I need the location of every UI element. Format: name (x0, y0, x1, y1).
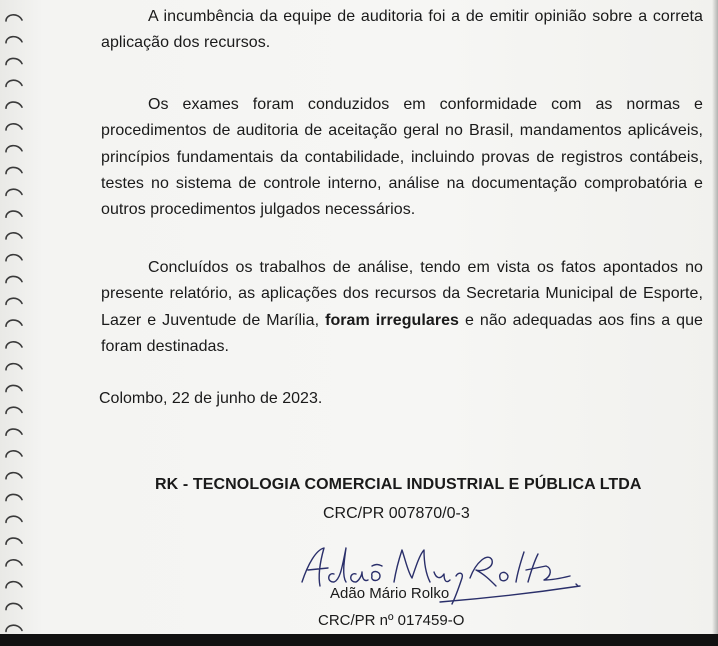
conclusion-highlight: foram irregulares (325, 311, 459, 329)
spiral-ring (6, 625, 22, 631)
paragraph-conclusion: Concluídos os trabalhos de análise, tendo em vista os fatos apontados no presente relatório, as aplicações dos recursos da Secretaria Municipal de Esporte, Lazer e Juventude de Marília, foram irregulares e não adequadas aos fins a que foram destinadas. (101, 259, 703, 355)
spiral-ring (6, 189, 22, 195)
spiral-ring (6, 407, 22, 413)
spiral-ring (6, 320, 22, 326)
spiral-ring (6, 276, 22, 282)
company-name: RK - TECNOLOGIA COMERCIAL INDUSTRIAL E PÚBLICA LTDA (155, 476, 642, 493)
signer-crc: CRC/PR nº 017459-O (318, 612, 465, 629)
paragraph-exam-procedures: Os exames foram conduzidos em conformidade com as normas e procedimentos de auditoria de aceitação geral no Brasil, mandamentos aplicáveis, princípios fundamentais da contabilidade, incluindo provas de registros contábeis, testes no sistema de controle interno, análise na documentação comprobatória e outros procedimentos julgados necessários. (101, 96, 703, 219)
spiral-ring (6, 298, 22, 304)
spiral-ring (6, 15, 22, 21)
company-crc: CRC/PR 007870/0-3 (323, 505, 470, 522)
spiral-ring (6, 255, 22, 261)
spiral-ring (6, 364, 22, 370)
spiral-ring (6, 473, 22, 479)
spiral-ring (6, 385, 22, 391)
spiral-ring (6, 211, 22, 217)
spiral-ring (6, 233, 22, 239)
bottom-dark-border (0, 634, 718, 646)
spiral-binding (0, 0, 30, 634)
spiral-ring (6, 167, 22, 173)
spiral-ring (6, 102, 22, 108)
spiral-ring (6, 538, 22, 544)
spiral-ring (6, 451, 22, 457)
spiral-ring (6, 146, 22, 152)
spiral-ring (6, 124, 22, 130)
spiral-ring (6, 582, 22, 588)
spiral-ring (6, 516, 22, 522)
paragraph-audit-scope: A incumbência da equipe de auditoria foi a de emitir opinião sobre a correta aplicação dos recursos. (101, 8, 703, 52)
spiral-ring (6, 80, 22, 86)
spiral-ring (6, 494, 22, 500)
spiral-ring (6, 429, 22, 435)
document-date: Colombo, 22 de junho de 2023. (99, 390, 323, 407)
signer-name: Adão Mário Rolko (330, 585, 450, 602)
page-shadow (712, 0, 718, 634)
spiral-ring (6, 58, 22, 64)
spiral-ring (6, 342, 22, 348)
spiral-ring (6, 37, 22, 43)
spiral-ring (6, 560, 22, 566)
spiral-ring (6, 603, 22, 609)
